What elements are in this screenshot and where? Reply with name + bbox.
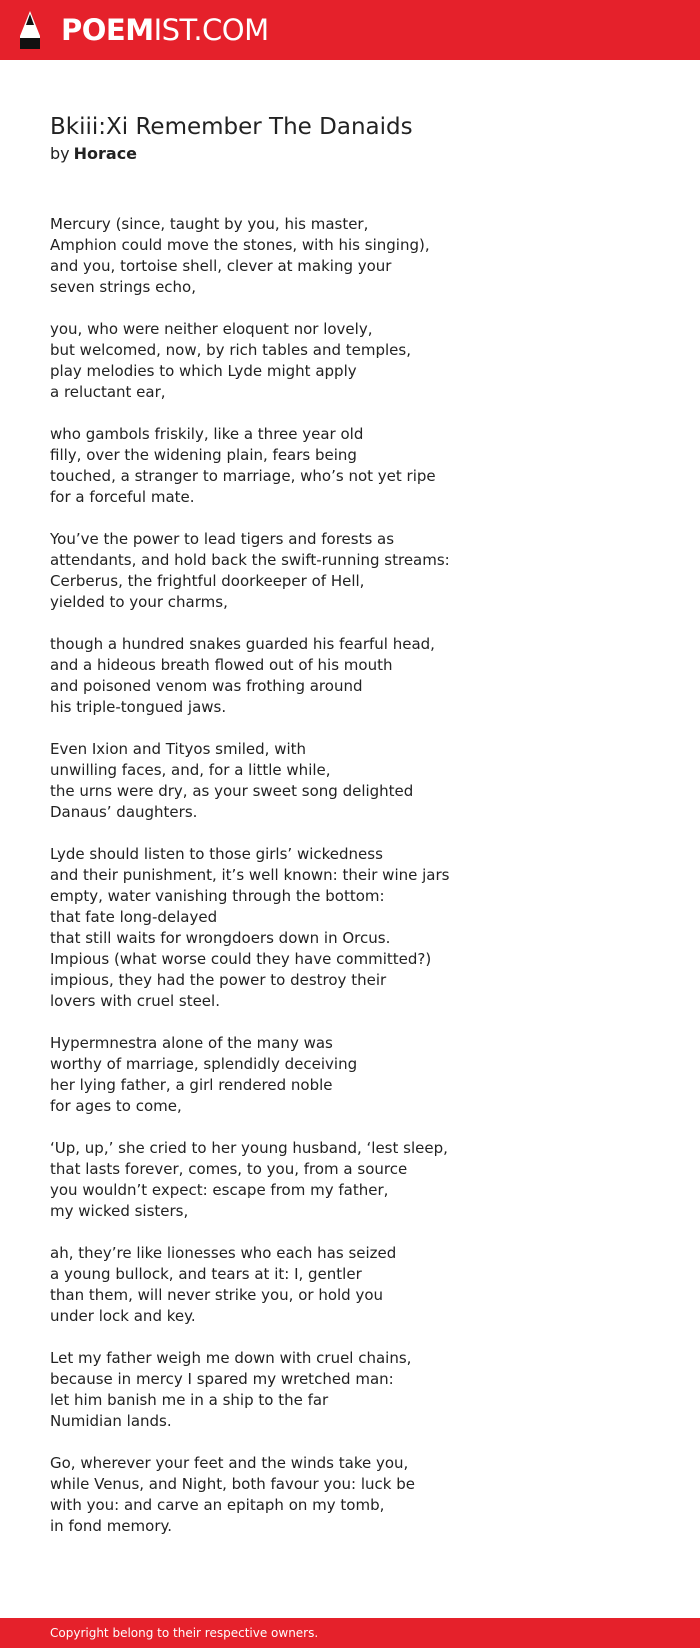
poem-line: Numidian lands. bbox=[50, 1412, 172, 1430]
logo-text-bold: POEM bbox=[61, 13, 154, 47]
poem-line: and their punishment, it’s well known: their wine jars bbox=[50, 866, 450, 884]
logo-text-light: IST.COM bbox=[153, 13, 269, 47]
poem-content bbox=[50, 112, 650, 1558]
poem-stanza bbox=[50, 1243, 650, 1327]
poem-line: Let my father weigh me down with cruel chains, bbox=[50, 1349, 412, 1367]
site-header bbox=[0, 0, 700, 60]
poem-line: because in mercy I spared my wretched man: bbox=[50, 1370, 394, 1388]
poem-line: Hypermnestra alone of the many was bbox=[50, 1034, 333, 1052]
poem-line: his triple-tongued jaws. bbox=[50, 698, 227, 716]
poem-stanza bbox=[50, 739, 650, 823]
poem-line: Mercury (since, taught by you, his master, bbox=[50, 215, 369, 233]
poem-line: her lying father, a girl rendered noble bbox=[50, 1076, 333, 1094]
poem-stanza bbox=[50, 1033, 650, 1117]
author-link[interactable]: Horace bbox=[73, 144, 138, 163]
poem-stanza bbox=[50, 1138, 650, 1222]
poem-line: Go, wherever your feet and the winds take you, bbox=[50, 1454, 409, 1472]
poem-line: a reluctant ear, bbox=[50, 383, 166, 401]
poem-line: than them, will never strike you, or hold you bbox=[50, 1286, 384, 1304]
poem-line: under lock and key. bbox=[50, 1307, 196, 1325]
poem-line: while Venus, and Night, both favour you: luck be bbox=[50, 1475, 415, 1493]
poem-stanza bbox=[50, 634, 650, 718]
poem-line: for ages to come, bbox=[50, 1097, 182, 1115]
poem-stanza bbox=[50, 844, 650, 1012]
poem-line: who gambols friskily, like a three year old bbox=[50, 425, 364, 443]
poem-line: unwilling faces, and, for a little while, bbox=[50, 761, 331, 779]
poem-title: Bkiii:Xi Remember The Danaids bbox=[50, 114, 413, 140]
poem-line: Danaus’ daughters. bbox=[50, 803, 198, 821]
poem-stanza bbox=[50, 1453, 650, 1537]
poem-line: the urns were dry, as your sweet song delighted bbox=[50, 782, 414, 800]
by-label: by bbox=[50, 144, 70, 163]
copyright-text: Copyright belong to their respective owners. bbox=[50, 1626, 319, 1640]
poem-stanza bbox=[50, 319, 650, 403]
poem-line: Even Ixion and Tityos smiled, with bbox=[50, 740, 307, 758]
poem-line: yielded to your charms, bbox=[50, 593, 228, 611]
poem-line: worthy of marriage, splendidly deceiving bbox=[50, 1055, 358, 1073]
poem-line: You’ve the power to lead tigers and forests as bbox=[50, 530, 395, 548]
poem-line: though a hundred snakes guarded his fearful head, bbox=[50, 635, 435, 653]
poem-line: touched, a stranger to marriage, who’s not yet ripe bbox=[50, 467, 436, 485]
poem-line: that still waits for wrongdoers down in Orcus. bbox=[50, 929, 391, 947]
site-logo-link[interactable] bbox=[17, 10, 269, 50]
poem-line: seven strings echo, bbox=[50, 278, 196, 296]
poem-line: attendants, and hold back the swift-running streams: bbox=[50, 551, 450, 569]
poem-line: in fond memory. bbox=[50, 1517, 172, 1535]
poem-stanza bbox=[50, 424, 650, 508]
poem-line: Cerberus, the frightful doorkeeper of Hell, bbox=[50, 572, 365, 590]
poem-line: and a hideous breath flowed out of his mouth bbox=[50, 656, 393, 674]
poem-line: that fate long-delayed bbox=[50, 908, 218, 926]
poem-stanza bbox=[50, 214, 650, 298]
poem-line: impious, they had the power to destroy their bbox=[50, 971, 387, 989]
site-footer bbox=[0, 1618, 700, 1648]
poem-line: for a forceful mate. bbox=[50, 488, 195, 506]
poem-body bbox=[50, 214, 650, 1537]
poem-line: that lasts forever, comes, to you, from a source bbox=[50, 1160, 408, 1178]
poem-line: empty, water vanishing through the bottom: bbox=[50, 887, 385, 905]
poem-line: Impious (what worse could they have committed?) bbox=[50, 950, 432, 968]
poem-line: with you: and carve an epitaph on my tomb, bbox=[50, 1496, 385, 1514]
poem-line: lovers with cruel steel. bbox=[50, 992, 220, 1010]
pencil-icon bbox=[17, 10, 43, 50]
poem-line: and you, tortoise shell, clever at making your bbox=[50, 257, 392, 275]
poem-line: you, who were neither eloquent nor lovely, bbox=[50, 320, 373, 338]
poem-stanza bbox=[50, 529, 650, 613]
poem-line: my wicked sisters, bbox=[50, 1202, 189, 1220]
poem-line: ‘Up, up,’ she cried to her young husband, ‘lest sleep, bbox=[50, 1139, 448, 1157]
poem-line: you wouldn’t expect: escape from my father, bbox=[50, 1181, 389, 1199]
poem-line: Lyde should listen to those girls’ wickedness bbox=[50, 845, 383, 863]
poem-line: ah, they’re like lionesses who each has seized bbox=[50, 1244, 397, 1262]
poem-line: but welcomed, now, by rich tables and temples, bbox=[50, 341, 411, 359]
site-logo-text bbox=[61, 10, 269, 50]
poem-byline bbox=[50, 142, 650, 166]
poem-line: play melodies to which Lyde might apply bbox=[50, 362, 357, 380]
poem-stanza bbox=[50, 1348, 650, 1432]
poem-line: Amphion could move the stones, with his singing), bbox=[50, 236, 430, 254]
poem-line: a young bullock, and tears at it: I, gentler bbox=[50, 1265, 362, 1283]
poem-line: and poisoned venom was frothing around bbox=[50, 677, 363, 695]
poem-line: let him banish me in a ship to the far bbox=[50, 1391, 329, 1409]
poem-line: filly, over the widening plain, fears being bbox=[50, 446, 357, 464]
